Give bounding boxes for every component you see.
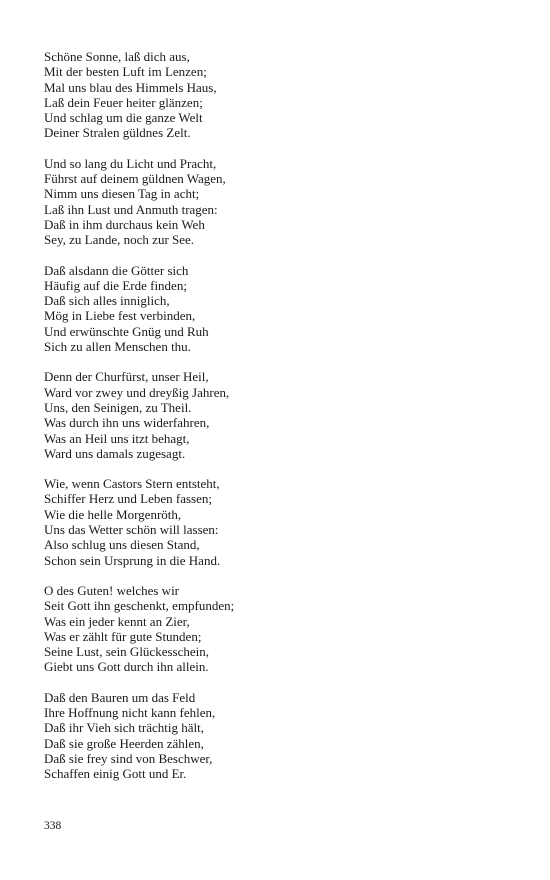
poem-line: Und so lang du Licht und Pracht,	[44, 155, 217, 171]
poem-line: Wie die helle Morgenröth,	[44, 506, 182, 522]
poem-line: Und erwünschte Gnüg und Ruh	[44, 323, 209, 339]
poem-line: Nimm uns diesen Tag in acht;	[44, 186, 200, 202]
poem-line: Führst auf deinem güldnen Wagen,	[44, 171, 226, 187]
poem-line: Was durch ihn uns widerfahren,	[44, 415, 210, 431]
poem-line: Denn der Churfürst, unser Heil,	[44, 369, 209, 385]
poem-line: Daß sie frey sind von Beschwer,	[44, 750, 213, 766]
poem-line: Sich zu allen Menschen thu.	[44, 339, 191, 355]
poem-line: Daß sie große Heerden zählen,	[44, 735, 204, 751]
page-number: 338	[44, 820, 62, 832]
poem-line: Sey, zu Lande, noch zur See.	[44, 232, 195, 248]
poem-line: Schöne Sonne, laß dich aus,	[44, 49, 190, 64]
poem-line: Uns, den Seinigen, zu Theil.	[44, 399, 192, 415]
poem-line: Was ein jeder kennt an Zier,	[44, 613, 190, 629]
poem-line: Ward uns damals zugesagt.	[44, 445, 186, 461]
poem-line: Was er zählt für gute Stunden;	[44, 628, 202, 644]
stanza-2	[44, 156, 504, 248]
poem-line: Mit der besten Luft im Lenzen;	[44, 64, 207, 80]
poem-line: Uns das Wetter schön will lassen:	[44, 522, 219, 538]
poem-line: Schon sein Ursprung in die Hand.	[44, 552, 221, 568]
poem-line: Laß dein Feuer heiter glänzen;	[44, 94, 203, 110]
poem-line: Mög in Liebe fest verbinden,	[44, 308, 196, 324]
poem-line: Häufig auf die Erde finden;	[44, 277, 187, 293]
poem-line: Was an Heil uns itzt behagt,	[44, 430, 190, 446]
poem-line: Seit Gott ihn geschenkt, empfunden;	[44, 598, 235, 614]
stanza-6	[44, 583, 504, 675]
poem-line: O des Guten! welches wir	[44, 582, 180, 598]
poem-line: Daß in ihm durchaus kein Weh	[44, 216, 205, 232]
poem-line: Schiffer Herz und Leben fassen;	[44, 491, 212, 507]
poem-line: Laß ihn Lust und Anmuth tragen:	[44, 201, 218, 217]
poem-line: Mal uns blau des Himmels Haus,	[44, 79, 217, 95]
stanza-5	[44, 476, 504, 568]
poem-line: Daß alsdann die Götter sich	[44, 262, 189, 278]
poem-line: Seine Lust, sein Glückesschein,	[44, 644, 209, 660]
stanza-1	[44, 49, 504, 141]
poem-line: Daß den Bauren um das Feld	[44, 689, 196, 705]
poem-line: Ihre Hoffnung nicht kann fehlen,	[44, 704, 216, 720]
poem-line: Daß ihr Vieh sich trächtig hält,	[44, 720, 204, 736]
stanza-7	[44, 690, 504, 782]
stanza-4	[44, 369, 504, 461]
poem-line: Also schlug uns diesen Stand,	[44, 537, 200, 553]
poem-line: Ward vor zwey und dreyßig Jahren,	[44, 384, 230, 400]
poem-line: Daß sich alles inniglich,	[44, 293, 170, 309]
poem-line: Giebt uns Gott durch ihn allein.	[44, 659, 209, 675]
poem-line: Wie, wenn Castors Stern entsteht,	[44, 476, 220, 492]
poem-line: Deiner Stralen güldnes Zelt.	[44, 125, 191, 141]
poem-body	[44, 49, 504, 796]
stanza-3	[44, 263, 504, 355]
poem-line: Schaffen einig Gott und Er.	[44, 766, 187, 782]
poem-line: Und schlag um die ganze Welt	[44, 110, 203, 126]
